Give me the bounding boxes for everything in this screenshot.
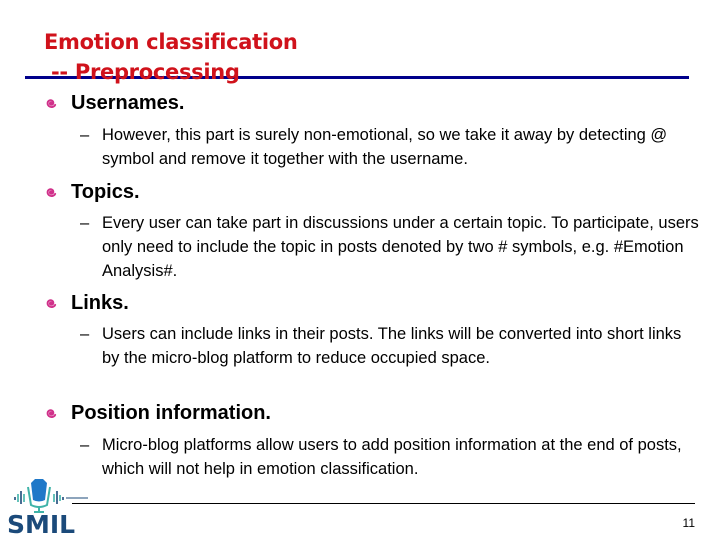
detail-text: Every user can take part in discussions under a certain topic. To participate, users only need to include the topic in posts denoted by two # symbols, e.g. #Emotion Analysis#. (102, 214, 699, 280)
microphone-logo-icon (4, 478, 88, 514)
dash-marker: – (80, 126, 90, 144)
dash-marker: – (80, 325, 90, 343)
spiral-bullet-icon (44, 406, 58, 420)
smil-logo (4, 478, 88, 538)
bullet-label: Links. (71, 292, 129, 314)
bullet-links (44, 291, 129, 315)
bullet-detail-topics (80, 211, 700, 283)
spiral-bullet-icon (44, 185, 58, 199)
logo-text: SMIL (7, 510, 76, 539)
bullet-label: Topics. (71, 181, 140, 203)
bullet-topics (44, 180, 140, 204)
bullet-detail-usernames (80, 123, 700, 171)
detail-text: However, this part is surely non-emotional, so we take it away by detecting @ symbol and remove it together with the username. (102, 126, 668, 168)
bullet-usernames (44, 91, 184, 115)
spiral-bullet-icon (44, 96, 58, 110)
bullet-detail-links (80, 322, 700, 370)
bullet-position-information (44, 401, 271, 425)
slide-title (44, 27, 298, 87)
dash-marker: – (80, 214, 90, 232)
bullet-label: Position information. (71, 402, 271, 424)
page-number: 11 (682, 516, 695, 530)
bullet-label: Usernames. (71, 92, 185, 114)
spiral-bullet-icon (44, 296, 58, 310)
detail-text: Users can include links in their posts. The links will be converted into short links by the micro-blog platform to reduce occupied space. (102, 325, 682, 367)
footer-rule (72, 503, 695, 504)
bullet-detail-position-information (80, 433, 700, 481)
title-line-2: -- Preprocessing (44, 60, 240, 84)
dash-marker: – (80, 436, 90, 454)
title-line-1: Emotion classification (44, 30, 298, 54)
detail-text: Micro-blog platforms allow users to add position information at the end of posts, which will not help in emotion classification. (102, 436, 682, 478)
